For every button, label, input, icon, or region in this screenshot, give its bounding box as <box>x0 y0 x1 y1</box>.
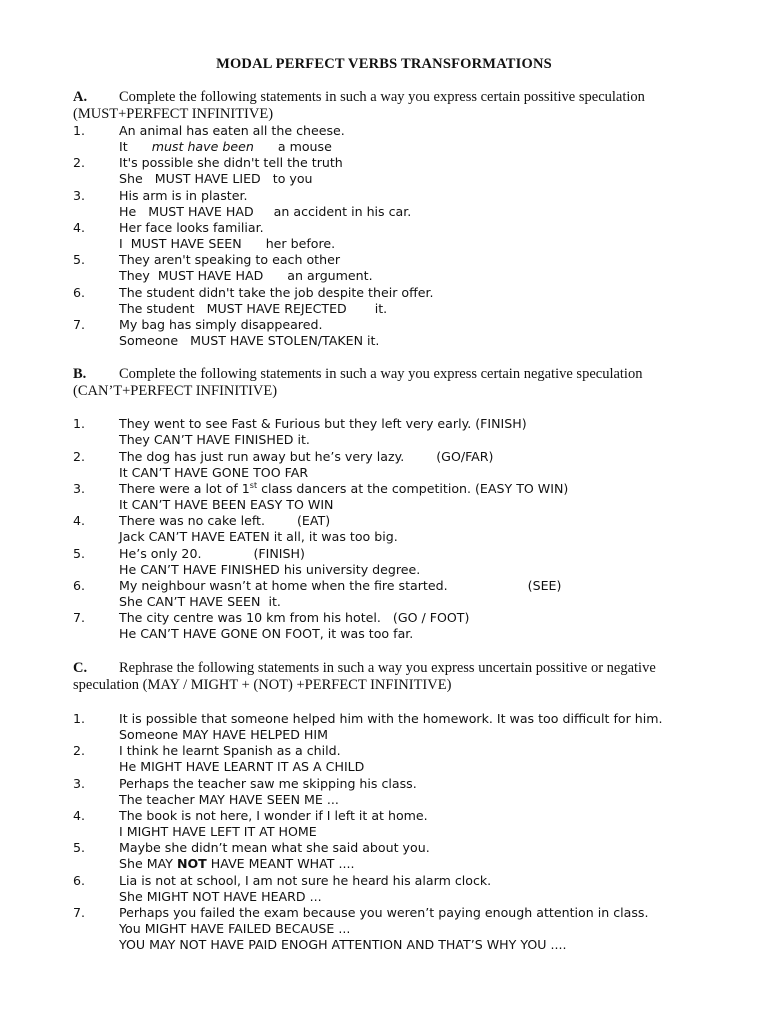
answer-line: He MIGHT HAVE LEARNT IT AS A CHILD <box>119 759 365 774</box>
worksheet-page: MODAL PERFECT VERBS TRANSFORMATIONS A. Complete the following statements in such a way you express certain possitive speculation (MUST+PERFECT INFINITIVE) 1. An animal has eaten all the cheese. It must have been a mouse 2. It's possible she didn't tell the truth She MUST HAVE LIED to you 3. His arm is in plaster. He MUST HAVE HAD an accident in his car. 4. Her face looks familiar. I MUST HAVE SEEN her before. 5. They aren't speaking to each other They MUST HAVE HAD an argument. 6. The student didn't take the job despite their offer. The student MUST HAVE REJECTED it. 7. My bag has simply disappeared. Someone MUST HAVE STOLEN/TAKEN it. B. Complete the following statements in such a way you express certain negative speculation (CAN’T+PERFECT INFINITIVE) 1. They went to see Fast & Furious but they left very early. (FINISH) They CAN’T HAVE FINISHED it. 2. The dog has just run away but he’s very lazy. (GO/FAR) It CAN’T HAVE GONE TOO FAR 3. There were a lot of 1st class dancers at the competition. (EASY TO WIN) It CAN’T HAVE BEEN EASY TO WIN 4. There was no cake left. (EAT) Jack CAN’T HAVE EATEN it all, it was too big. 5. He’s only 20. (FINISH) He CAN’T HAVE FINISHED his university degree. 6. My neighbour wasn’t at home when the fire started. (SEE) She CAN’T HAVE SEEN it. 7. The city centre was 10 km from his hotel. (GO / FOOT) He CAN’T HAVE GONE ON FOOT, it was too far. C. Rephrase the following statements in such a way you express uncertain possitive or negative speculation (MAY / MIGHT + (NOT) +PERFECT INFINITIVE) 1. It is possible that someone helped him with the homework. It was too difficult for him. Someone MAY HAVE HELPED HIM 2. I think he learnt Spanish as a child. He MIGHT HAVE LEARNT IT AS A CHILD 3. Perhaps the teacher saw me skipping his class. The teacher MAY HAVE SEEN ME ... 4. The book is not here, I wonder if I left it at home. I MIGHT HAVE LEFT IT AT HOME 5. Maybe she didn’t mean what she said about you. She MAY NOT HAVE MEANT WHAT .... 6. Lia is not at school, I am not sure he heard his alarm clock. She MIGHT NOT HAVE HEARD ... 7. Perhaps you failed the exam because you weren’t paying enough attention in class. You MIGHT HAVE FAILED BECAUSE ... YOU MAY NOT HAVE PAID ENOGH ATTENTION AND THAT’S WHY YOU .... <box>0 0 768 1024</box>
section-a-instruction: A. Complete the following statements in such a way you express certain possitive speculation (MUST+PERFECT INFINITIVE) <box>73 89 645 122</box>
answer-line: Jack CAN’T HAVE EATEN it all, it was too big. <box>119 529 398 544</box>
answer-line: You MIGHT HAVE FAILED BECAUSE ... <box>119 921 351 936</box>
section-c-instruction: C. Rephrase the following statements in such a way you express uncertain possitive or negative speculation (MAY / MIGHT + (NOT) +PERFECT INFINITIVE) <box>73 660 656 693</box>
answer-line: He MUST HAVE HAD an accident in his car. <box>119 204 412 219</box>
answer-line: He CAN’T HAVE GONE ON FOOT, it was too far. <box>119 626 414 641</box>
section-b-instruction: B. Complete the following statements in such a way you express certain negative speculation (CAN’T+PERFECT INFINITIVE) <box>73 366 643 399</box>
answer-line: It CAN’T HAVE BEEN EASY TO WIN <box>119 497 334 512</box>
page-title: MODAL PERFECT VERBS TRANSFORMATIONS <box>216 56 552 72</box>
answer-line: YOU MAY NOT HAVE PAID ENOGH ATTENTION AND THAT’S WHY YOU .... <box>119 937 567 952</box>
answer-line: It must have been a mouse <box>119 139 332 154</box>
answer-line: She MAY NOT HAVE MEANT WHAT .... <box>119 856 355 871</box>
answer-line: She MIGHT NOT HAVE HEARD ... <box>119 889 322 904</box>
answer-line: Someone MUST HAVE STOLEN/TAKEN it. <box>119 333 380 348</box>
answer-line: She CAN’T HAVE SEEN it. <box>119 594 281 609</box>
answer-line: Someone MAY HAVE HELPED HIM <box>119 727 328 742</box>
answer-line: I MIGHT HAVE LEFT IT AT HOME <box>119 824 317 839</box>
answer-line: It CAN’T HAVE GONE TOO FAR <box>119 465 309 480</box>
answer-line: They CAN’T HAVE FINISHED it. <box>119 432 310 447</box>
section-a-letter: A. <box>73 89 88 105</box>
answer-line: I MUST HAVE SEEN her before. <box>119 236 336 251</box>
answer-line: They MUST HAVE HAD an argument. <box>119 268 373 283</box>
answer-line: The teacher MAY HAVE SEEN ME ... <box>119 792 339 807</box>
answer-line: He CAN’T HAVE FINISHED his university degree. <box>119 562 421 577</box>
answer-line: The student MUST HAVE REJECTED it. <box>119 301 388 316</box>
answer-line: She MUST HAVE LIED to you <box>119 171 313 186</box>
section-b-letter: B. <box>73 366 87 382</box>
section-c-letter: C. <box>73 660 88 676</box>
